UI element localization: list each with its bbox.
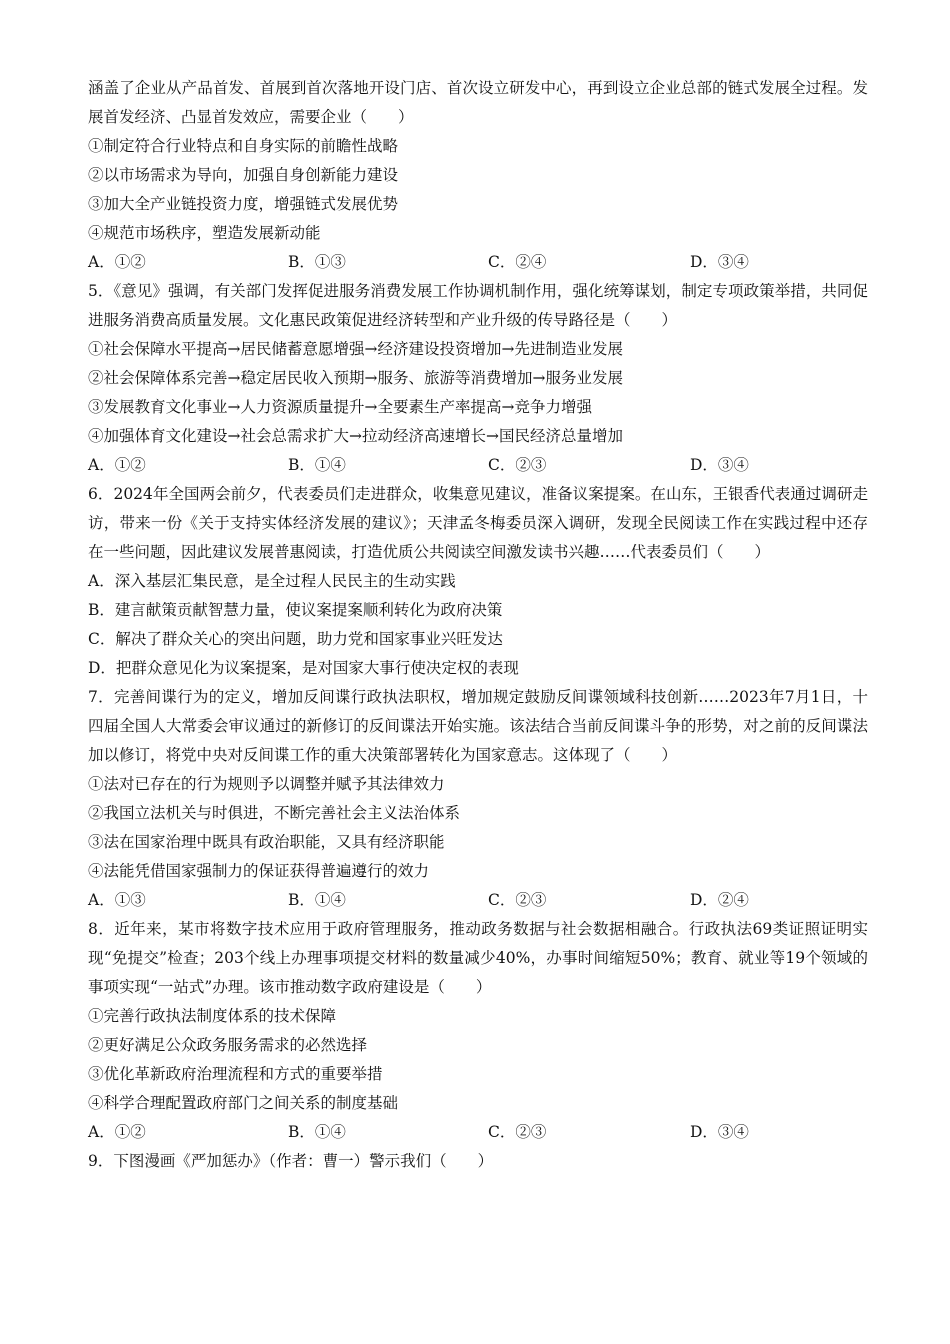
q8-item-3: ③优化革新政府治理流程和方式的重要举措 xyxy=(88,1065,383,1083)
q7-option-c[interactable]: C．②③ xyxy=(488,891,547,909)
q8-option-c[interactable]: C．②③ xyxy=(488,1123,547,1141)
q4-option-b[interactable]: B．①③ xyxy=(288,253,346,271)
q8-option-d[interactable]: D．③④ xyxy=(690,1123,749,1141)
exam-content xyxy=(88,74,868,1176)
q7-options xyxy=(88,886,868,915)
q5-options xyxy=(88,451,868,480)
q8-option-b[interactable]: B．①④ xyxy=(288,1123,346,1141)
q6-option-b[interactable]: B．建言献策贡献智慧力量，使议案提案顺利转化为政府决策 xyxy=(88,601,503,619)
q8-stem: 8．近年来，某市将数字技术应用于政府管理服务，推动政务数据与社会数据相融合。行政执法69类证照证明实现“免提交”检查；203个线上办理事项提交材料的数量减少40%，办事时间缩短50%；教育、就业等19个领域的事项实现“一站式”办理。该市推动数字政府建设是（ ） xyxy=(88,920,868,996)
q6-option-c[interactable]: C．解决了群众关心的突出问题，助力党和国家事业兴旺发达 xyxy=(88,630,503,648)
q9-stem: 9．下图漫画《严加惩办》（作者：曹一）警示我们（ ） xyxy=(88,1152,494,1170)
q5-item-1: ①社会保障水平提高→居民储蓄意愿增强→经济建设投资增加→先进制造业发展 xyxy=(88,340,623,358)
q4-option-a[interactable]: A．①② xyxy=(88,253,146,271)
q5-item-3: ③发展教育文化事业→人力资源质量提升→全要素生产率提高→竞争力增强 xyxy=(88,398,592,416)
q8-options xyxy=(88,1118,868,1147)
q7-item-4: ④法能凭借国家强制力的保证获得普遍遵行的效力 xyxy=(88,862,430,880)
q4-item-1: ①制定符合行业特点和自身实际的前瞻性战略 xyxy=(88,137,399,155)
q4-item-2: ②以市场需求为导向，加强自身创新能力建设 xyxy=(88,166,399,184)
q6-option-a[interactable]: A．深入基层汇集民意，是全过程人民民主的生动实践 xyxy=(88,572,456,590)
q7-option-d[interactable]: D．②④ xyxy=(690,891,749,909)
q5-option-c[interactable]: C．②③ xyxy=(488,456,547,474)
q8-option-a[interactable]: A．①② xyxy=(88,1123,146,1141)
q5-option-d[interactable]: D．③④ xyxy=(690,456,749,474)
q4-stem-continuation: 涵盖了企业从产品首发、首展到首次落地开设门店、首次设立研发中心，再到设立企业总部的链式发展全过程。发展首发经济、凸显首发效应，需要企业（ ） xyxy=(88,79,868,126)
q8-item-4: ④科学合理配置政府部门之间关系的制度基础 xyxy=(88,1094,399,1112)
q6-option-d[interactable]: D．把群众意见化为议案提案，是对国家大事行使决定权的表现 xyxy=(88,659,519,677)
q5-item-4: ④加强体育文化建设→社会总需求扩大→拉动经济高速增长→国民经济总量增加 xyxy=(88,427,623,445)
q5-stem: 5．《意见》强调，有关部门发挥促进服务消费发展工作协调机制作用，强化统筹谋划，制定专项政策举措，共同促进服务消费高质量发展。文化惠民政策促进经济转型和产业升级的传导路径是（ ） xyxy=(88,282,868,329)
q7-option-a[interactable]: A．①③ xyxy=(88,891,146,909)
q8-item-2: ②更好满足公众政务服务需求的必然选择 xyxy=(88,1036,368,1054)
q4-options xyxy=(88,248,868,277)
q5-item-2: ②社会保障体系完善→稳定居民收入预期→服务、旅游等消费增加→服务业发展 xyxy=(88,369,623,387)
q5-option-a[interactable]: A．①② xyxy=(88,456,146,474)
q7-stem: 7．完善间谍行为的定义，增加反间谍行政执法职权，增加规定鼓励反间谍领域科技创新……2023年7月1日，十四届全国人大常委会审议通过的新修订的反间谍法开始实施。该法结合当前反间谍斗争的形势，对之前的反间谍法加以修订，将党中央对反间谍工作的重大决策部署转化为国家意志。这体现了（ ） xyxy=(88,688,868,764)
q4-option-c[interactable]: C．②④ xyxy=(488,253,547,271)
q6-stem: 6．2024年全国两会前夕，代表委员们走进群众，收集意见建议，准备议案提案。在山东，王银香代表通过调研走访，带来一份《关于支持实体经济发展的建议》；天津孟冬梅委员深入调研，发现全民阅读工作在实践过程中还存在一些问题，因此建议发展普惠阅读，打造优质公共阅读空间激发读书兴趣……代表委员们（ ） xyxy=(88,485,868,561)
q4-item-4: ④规范市场秩序，塑造发展新动能 xyxy=(88,224,321,242)
q4-option-d[interactable]: D．③④ xyxy=(690,253,749,271)
q8-item-1: ①完善行政执法制度体系的技术保障 xyxy=(88,1007,337,1025)
q7-item-3: ③法在国家治理中既具有政治职能，又具有经济职能 xyxy=(88,833,445,851)
q4-item-3: ③加大全产业链投资力度，增强链式发展优势 xyxy=(88,195,399,213)
q7-item-2: ②我国立法机关与时俱进，不断完善社会主义法治体系 xyxy=(88,804,461,822)
q7-item-1: ①法对已存在的行为规则予以调整并赋予其法律效力 xyxy=(88,775,445,793)
q7-option-b[interactable]: B．①④ xyxy=(288,891,346,909)
q5-option-b[interactable]: B．①④ xyxy=(288,456,346,474)
